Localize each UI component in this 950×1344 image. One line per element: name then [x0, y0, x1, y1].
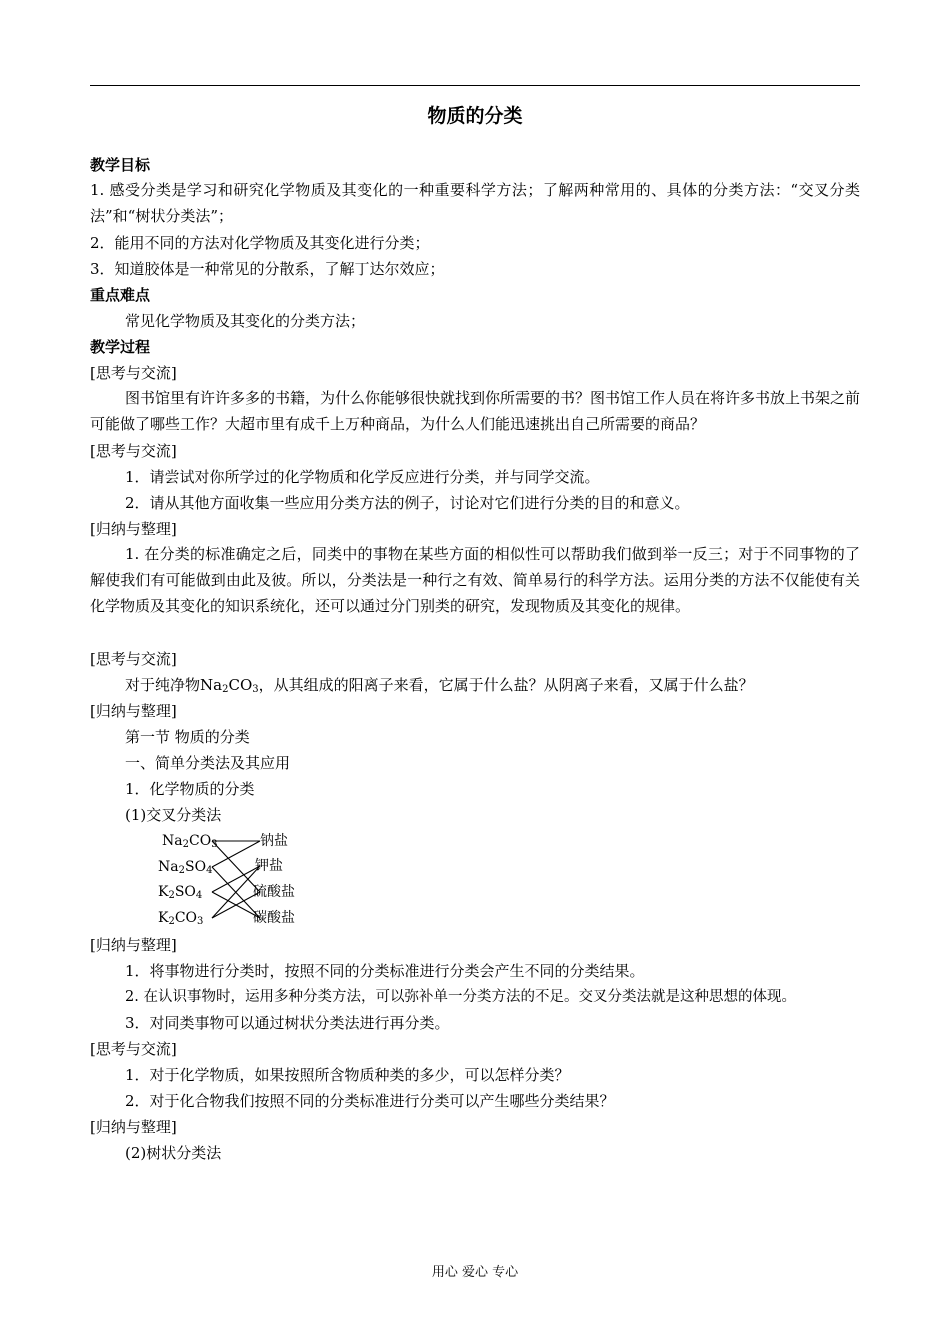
section-title-line: 第一节 物质的分类 — [125, 728, 250, 746]
summary-item-1: 1．将事物进行分类时，按照不同的分类标准进行分类会产生不同的分类结果。 — [125, 962, 645, 980]
sodium-carbonate-question — [125, 675, 754, 695]
compound-label: $Na_2CO_3$ — [162, 833, 218, 850]
discussion-tag: [思考与交流] — [90, 1040, 177, 1058]
section-heading-key-points: 重点难点 — [90, 286, 151, 304]
question-text-end: ，从其组成的阳离子来看，它属于什么盐？从阴离子来看，又属于什么盐？ — [258, 676, 754, 694]
discussion-item-2: 2．请从其他方面收集一些应用分类方法的例子，讨论对它们进行分类的目的和意义。 — [125, 494, 690, 512]
discussion-item-2: 2．对于化合物我们按照不同的分类标准进行分类可以产生哪些分类结果？ — [125, 1092, 615, 1110]
subsubsection-title: 1．化学物质的分类 — [125, 780, 255, 798]
goal-item-3: 3．知道胶体是一种常见的分散系，了解丁达尔效应； — [90, 260, 445, 278]
goal-item-1: 1. 感受分类是学习和研究化学物质及其变化的一种重要科学方法；了解两种常用的、具体的分类方法：“交叉分类法”和“树状分类法”； — [90, 181, 860, 225]
category-label: 钾盐 — [255, 858, 283, 874]
section-heading-goals: 教学目标 — [90, 156, 151, 174]
discussion-item-1: 1．对于化学物质，如果按照所含物质种类的多少，可以怎样分类？ — [125, 1066, 570, 1084]
goal-item-2: 2．能用不同的方法对化学物质及其变化进行分类； — [90, 234, 430, 252]
cross-classification-diagram — [150, 828, 320, 938]
category-label: 钠盐 — [260, 833, 288, 849]
summary-item-3: 3．对同类事物可以通过树状分类法进行再分类。 — [125, 1014, 450, 1032]
section-heading-process: 教学过程 — [90, 338, 151, 356]
summary-tag: [归纳与整理] — [90, 1118, 177, 1136]
discussion-tag: [思考与交流] — [90, 442, 177, 460]
compound-label: $K_2CO_3$ — [158, 910, 204, 927]
summary-tag: [归纳与整理] — [90, 702, 177, 720]
question-text-start: 对于纯净物 — [125, 676, 201, 694]
formula: $Na_2CO_3$ — [200, 676, 259, 695]
summary-tag: [归纳与整理] — [90, 936, 177, 954]
summary-item-2: 2. 在认识事物时，运用多种分类方法，可以弥补单一分类方法的不足。交叉分类法就是这种思想的体现。 — [125, 989, 796, 1005]
key-points-text: 常见化学物质及其变化的分类方法； — [125, 312, 366, 330]
page-title: 物质的分类 — [427, 105, 523, 127]
method-title: (2)树状分类法 — [125, 1144, 222, 1162]
compound-label: $Na_2SO_4$ — [158, 859, 213, 876]
category-label: 硫酸盐 — [253, 884, 295, 900]
header-rule — [90, 85, 860, 86]
discussion-tag: [思考与交流] — [90, 650, 177, 668]
discussion-item-1: 1．请尝试对你所学过的化学物质和化学反应进行分类，并与同学交流。 — [125, 468, 600, 486]
method-title: (1)交叉分类法 — [125, 806, 222, 824]
discussion-tag: [思考与交流] — [90, 364, 177, 382]
subsection-title: 一、简单分类法及其应用 — [125, 754, 291, 772]
library-paragraph: 图书馆里有许许多多的书籍，为什么你能够很快就找到你所需要的书？图书馆工作人员在将许多书放上书架之前可能做了哪些工作？大超市里有成千上万种商品，为什么人们能迅速挑出自己所需要的商品？ — [90, 389, 861, 433]
summary-paragraph: 1. 在分类的标准确定之后，同类中的事物在某些方面的相似性可以帮助我们做到举一反三；对于不同事物的了解使我们有可能做到由此及彼。所以，分类法是一种行之有效、简单易行的科学方法。运用分类的方法不仅能使有关化学物质及其变化的知识系统化，还可以通过分门别类的研究，发现物质及其变化的规律。 — [90, 545, 860, 615]
page-footer: 用心 爱心 专心 — [431, 1265, 519, 1280]
summary-tag: [归纳与整理] — [90, 520, 177, 538]
category-label: 碳酸盐 — [253, 910, 295, 926]
compound-label: $K_2SO_4$ — [158, 884, 203, 901]
